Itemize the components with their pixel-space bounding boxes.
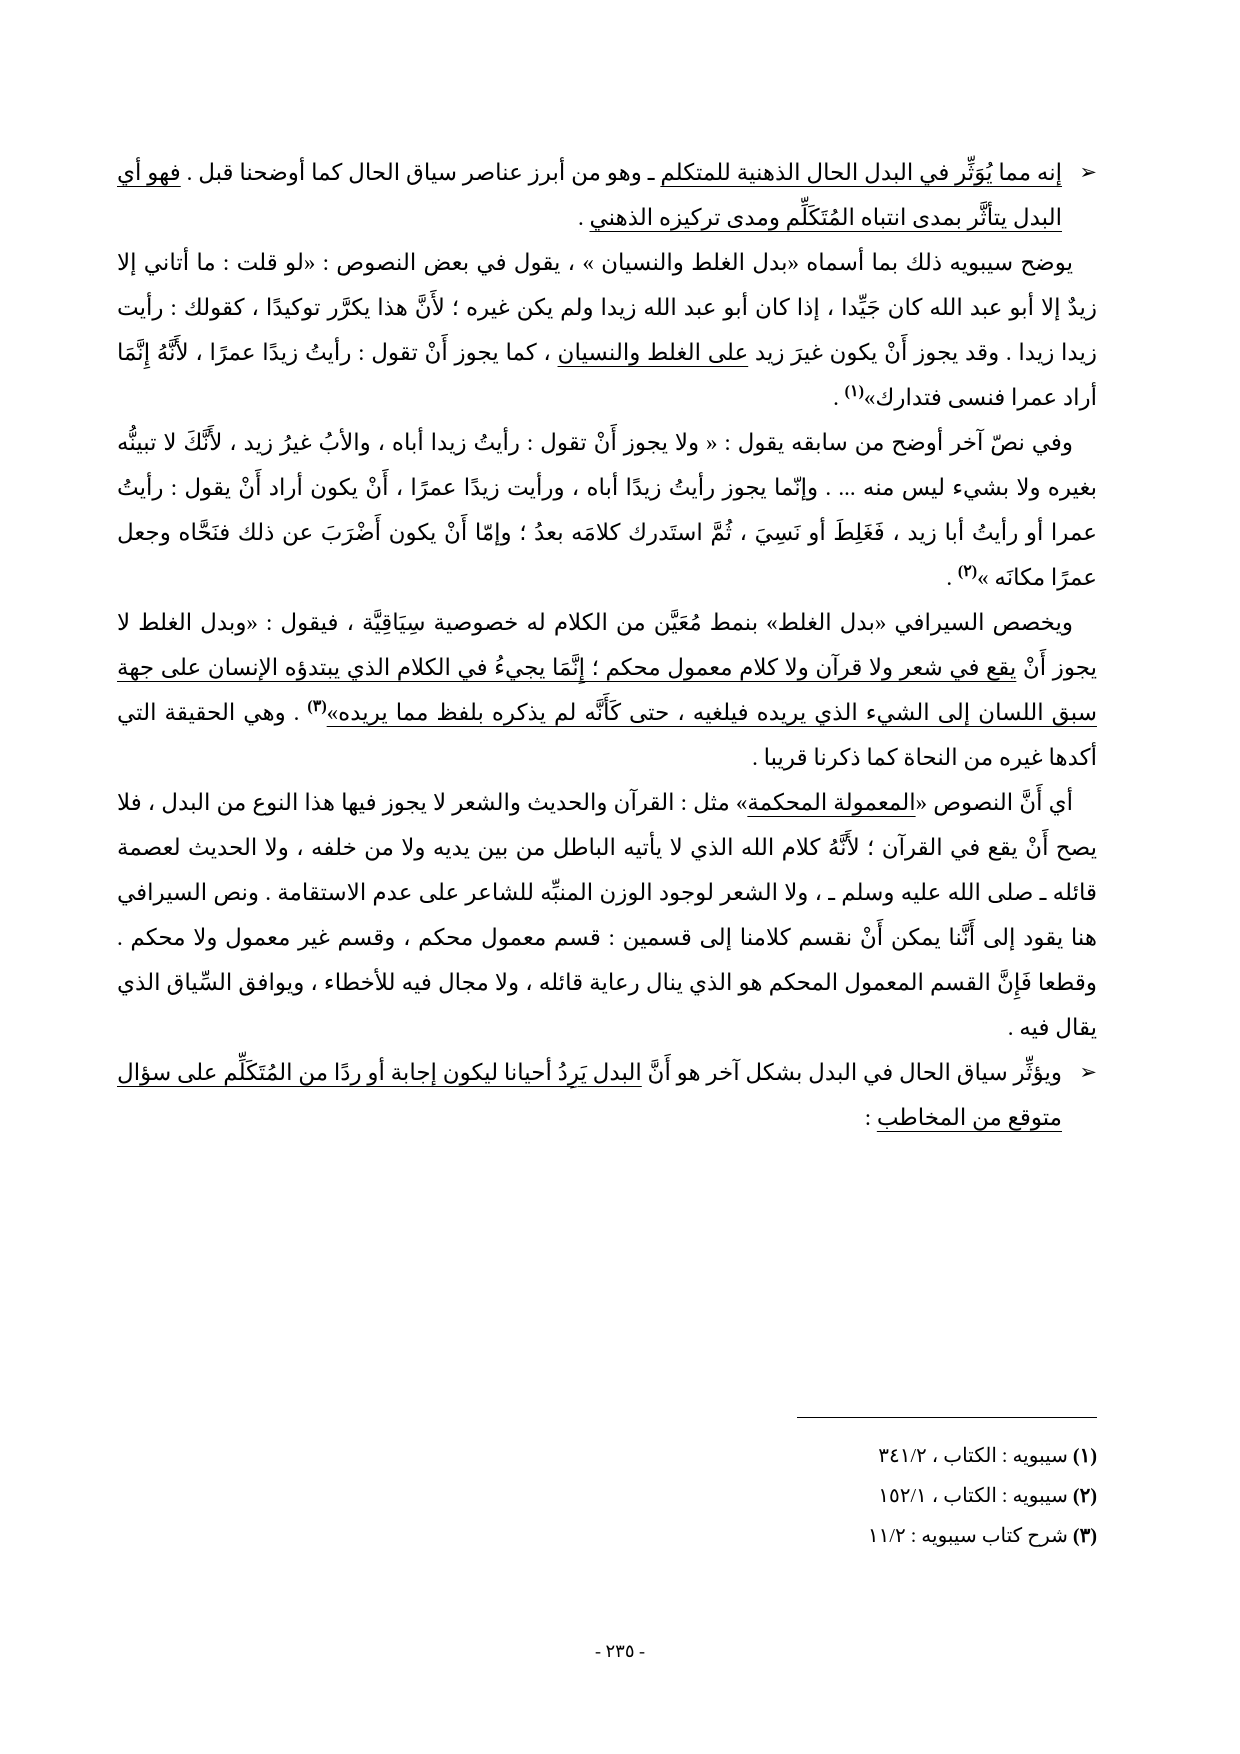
text-run: . وهي الحقيقة التي أكدها غيره من النحاة كما ذكرنا قريبا .: [117, 700, 1097, 770]
footnote-number: (٣): [1072, 1525, 1097, 1547]
footnote-number: (٢): [1072, 1485, 1097, 1507]
paragraph-bullet-2: [117, 1050, 1097, 1140]
footnotes: [497, 1436, 1097, 1556]
text-run: ، كما يجوز أَنْ تقول : رأيتُ زيدًا عمرًا ، لأَنَّهُ إِنَّمَا أراد عمرا فنسى فتدارك»: [117, 340, 1097, 410]
footnote-ref-1: (١): [844, 383, 864, 400]
main-text: [117, 150, 1097, 1140]
footnote-ref-3: (٣): [307, 698, 327, 715]
footnote-number: (١): [1072, 1445, 1097, 1467]
paragraph-texts: [117, 780, 1097, 1050]
paragraph-sibawayh-2: [117, 420, 1097, 600]
paragraph-bullet-1: [117, 150, 1097, 240]
text-run: .: [577, 205, 590, 230]
footnote-2: [497, 1476, 1097, 1516]
text-run: .: [833, 385, 845, 410]
underlined-phrase: فهو أي البدل يتأثَّر بمدى انتباه المُتَكَلِّم ومدى تركيزه الذهني: [117, 160, 1062, 230]
underlined-phrase: المعمولة المحكمة: [747, 790, 916, 815]
text-run: .: [946, 565, 958, 590]
text-run: ـ وهو من أبرز عناصر سياق الحال كما أوضحنا قبل .: [180, 160, 661, 185]
bullet-arrow-icon: ➢: [1079, 1060, 1097, 1084]
page-number: - ٢٣٥ -: [594, 1641, 645, 1661]
paragraph-sirafi: [117, 600, 1097, 780]
text-run: :: [864, 1105, 877, 1130]
underlined-phrase: على الغلط والنسيان: [557, 340, 749, 365]
underlined-phrase: إنه مما يُوَثِّر في البدل الحال الذهنية للمتكلم: [660, 160, 1063, 185]
bullet-arrow-icon: ➢: [1079, 160, 1097, 184]
underlined-phrase: البدل يَرِدُ أحيانا ليكون إجابة أو ردًا من المُتَكَلِّم على سؤال متوقع من المخاطب: [117, 1060, 1062, 1130]
footnote-3: [497, 1516, 1097, 1556]
text-run: ويؤثِّر سياق الحال في البدل بشكل آخر هو أَنَّ: [641, 1060, 1062, 1085]
footnote-text: سيبويه : الكتاب ، ١٥٢/١: [878, 1485, 1073, 1507]
text-run: وفي نصّ آخر أوضح من سابقه يقول : « ولا يجوز أَنْ تقول : رأيتُ زيدا أباه ، والأبُ غيرُ زيد ، لأَنَّكَ لا تبينُّه بغيره ولا بشيء ليس منه ... . وإنّما يجوز رأيتُ زيدًا أباه ، ورأيت زيدًا عمرًا ، أَنْ يكون أراد أَنْ يقول : رأيتُ عمرا أو رأيتُ أبا زيد ، فَغَلِطَ أو نَسِيَ ، ثُمَّ استَدرك كلامَه بعدُ ؛ وإمّا أَنْ يكون أَضْرَبَ عن ذلك فنَحَّاه وجعل عمرًا مكانَه »: [117, 430, 1097, 590]
text-run: أي أَنَّ النصوص «: [915, 790, 1073, 815]
text-run: » مثل : القرآن والحديث والشعر لا يجوز فيها هذا النوع من البدل ، فلا يصح أَنْ يقع في القرآن ؛ لأَنَّهُ كلام الله الذي لا يأتيه الباطل من بين يديه ولا من خلفه ، ولا الحديث لعصمة قائله ـ صلى الله عليه وسلم ـ ، ولا الشعر لوجود الوزن المنبِّه للشاعر على عدم الاستقامة . ونص السيرافي هنا يقود إلى أَنَّنا يمكن أَنْ نقسم كلامنا إلى قسمين : قسم معمول محكم ، وقسم غير معمول ولا محكم . وقطعا فَإِنَّ القسم المعمول المحكم هو الذي ينال رعاية قائله ، ولا مجال فيه للأخطاء ، ويوافق السِّياق الذي يقال فيه .: [117, 790, 1097, 1040]
footnote-divider: [797, 1417, 1097, 1418]
text-run: ويخصص السيرافي «بدل الغلط» بنمط مُعَيَّن من الكلام له خصوصية سِيَاقِيَّة ، فيقول : «وبدل الغلط لا يجوز أَنْ: [117, 610, 1097, 680]
underlined-phrase: يقع في شعر ولا قرآن ولا كلام معمول محكم ؛ إِنَّمَا يجيءُ في الكلام الذي يبتدؤه الإنسان على جهة سبق اللسان إلى الشيء الذي يريده فيلغيه ، حتى كَأَنَّه لم يذكره بلفظ مما يريده»: [117, 655, 1097, 725]
footnote-text: سيبويه : الكتاب ، ٣٤١/٢: [878, 1445, 1073, 1467]
paragraph-sibawayh-1: [117, 240, 1097, 420]
footnote-1: [497, 1436, 1097, 1476]
footnote-ref-2: (٢): [957, 563, 978, 580]
text-run: يوضح سيبويه ذلك بما أسماه «بدل الغلط والنسيان » ، يقول في بعض النصوص : «لو قلت : ما أتاني إلا زيدٌ إلا أبو عبد الله كان جَيِّدا ، إذا كان أبو عبد الله زيدا ولم يكن غيره ؛ لأَنَّ هذا يكرَّر توكيدًا ، كقولك : رأيت زيدا زيدا . وقد يجوز أَنْ يكون غيرَ زيد: [117, 250, 1098, 365]
footnote-text: شرح كتاب سيبويه : ١١/٢: [867, 1525, 1073, 1547]
